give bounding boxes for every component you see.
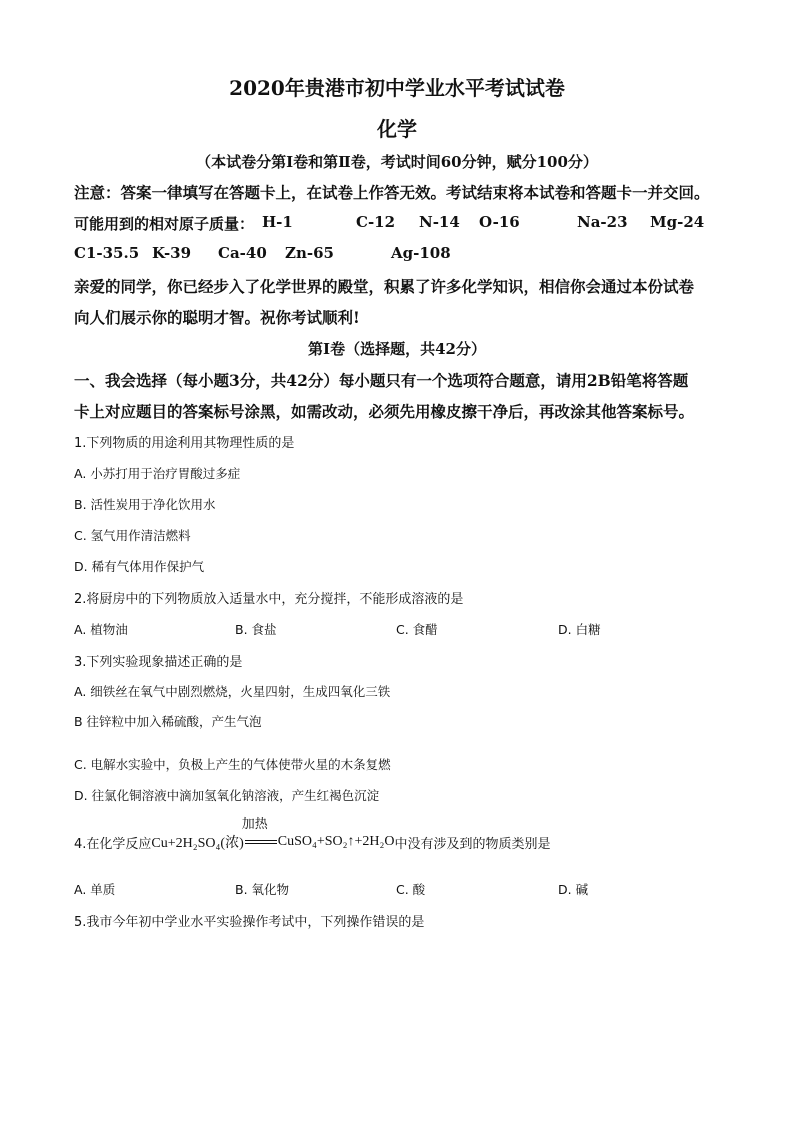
reaction-condition xyxy=(241,816,278,850)
question-stem-prefix: 4.在化学反应 xyxy=(74,836,152,852)
question-stem: 2.将厨房中的下列物质放入适量水中，充分搅拌，不能形成溶液的是 xyxy=(74,592,464,607)
option-a: A. 单质 xyxy=(74,882,116,897)
section-instruction: 一、我会选择（每小题3分，共42分）每小题只有一个选项符合题意，请用2B铅笔将答题 xyxy=(74,371,689,390)
option-b: B. 氧化物 xyxy=(235,882,290,897)
option-c: C. 酸 xyxy=(396,882,426,897)
option-c: C. 电解水实验中，负极上产生的气体使带火星的木条复燃 xyxy=(74,757,391,772)
atomic-mass-item: C1-35.5 xyxy=(74,244,140,262)
option-d: D. 往氯化铜溶液中滴加氢氧化钠溶液，产生红褐色沉淀 xyxy=(74,788,380,803)
option-a: A. 细铁丝在氧气中剧烈燃烧，火星四射，生成四氧化三铁 xyxy=(74,684,391,699)
equation-products: CuSO₄+SO₂↑+2H₂O xyxy=(277,834,395,849)
question-stem xyxy=(74,816,551,852)
option-a: A. 植物油 xyxy=(74,622,128,637)
condition-label: 加热 xyxy=(241,816,268,832)
option-d: D. 碱 xyxy=(558,882,589,897)
subject-title: 化学 xyxy=(377,117,417,141)
atomic-mass-item: Zn-65 xyxy=(285,244,334,262)
option-d: D. 稀有气体用作保护气 xyxy=(74,559,205,574)
option-d: D. 白糖 xyxy=(558,622,601,637)
question-stem-suffix: 中没有涉及到的物质类别是 xyxy=(394,836,551,852)
section-heading: 第Ⅰ卷（选择题，共42分） xyxy=(308,340,486,358)
exam-title: 2020年贵港市初中学业水平考试试卷 xyxy=(229,76,565,100)
atomic-mass-item: C-12 xyxy=(356,213,396,231)
atomic-mass-item: H-1 xyxy=(262,213,293,231)
equals-sign xyxy=(245,840,277,844)
atomic-mass-item: Mg-24 xyxy=(650,213,705,231)
option-b: B. 食盐 xyxy=(235,622,277,637)
option-a: A. 小苏打用于治疗胃酸过多症 xyxy=(74,466,241,481)
atomic-mass-item: O-16 xyxy=(479,213,520,231)
greeting-line: 向人们展示你的聪明才智。祝你考试顺利! xyxy=(74,308,360,327)
question-stem: 5.我市今年初中学业水平实验操作考试中，下列操作错误的是 xyxy=(74,915,425,930)
question-stem: 3.下列实验现象描述正确的是 xyxy=(74,655,243,670)
atomic-mass-item: K-39 xyxy=(152,244,192,262)
section-instruction: 卡上对应题目的答案标号涂黑，如需改动，必须先用橡皮擦干净后，再改涂其他答案标号。 xyxy=(74,402,695,421)
equation-reactants: Cu+2H₂SO₄(浓) xyxy=(151,836,244,851)
greeting-line: 亲爱的同学，你已经步入了化学世界的殿堂，积累了许多化学知识，相信你会通过本份试卷 xyxy=(74,277,695,296)
atomic-mass-item: N-14 xyxy=(419,213,460,231)
atomic-mass-label: 可能用到的相对原子质量： xyxy=(74,215,255,233)
option-b: B. 活性炭用于净化饮用水 xyxy=(74,497,216,512)
atomic-mass-item: Ag-108 xyxy=(391,244,451,262)
option-c: C. 氢气用作清洁燃料 xyxy=(74,528,191,543)
atomic-mass-item: Na-23 xyxy=(577,213,628,231)
option-b: B 往锌粒中加入稀硫酸，产生气泡 xyxy=(74,714,262,729)
atomic-mass-item: Ca-40 xyxy=(218,244,267,262)
notice: 注意：答案一律填写在答题卡上，在试卷上作答无效。考试结束将本试卷和答题卡一并交回。 xyxy=(74,183,710,202)
exam-info: （本试卷分第Ⅰ卷和第Ⅱ卷，考试时间60分钟，赋分100分） xyxy=(196,153,598,171)
question-stem: 1.下列物质的用途利用其物理性质的是 xyxy=(74,436,295,451)
option-c: C. 食醋 xyxy=(396,622,438,637)
